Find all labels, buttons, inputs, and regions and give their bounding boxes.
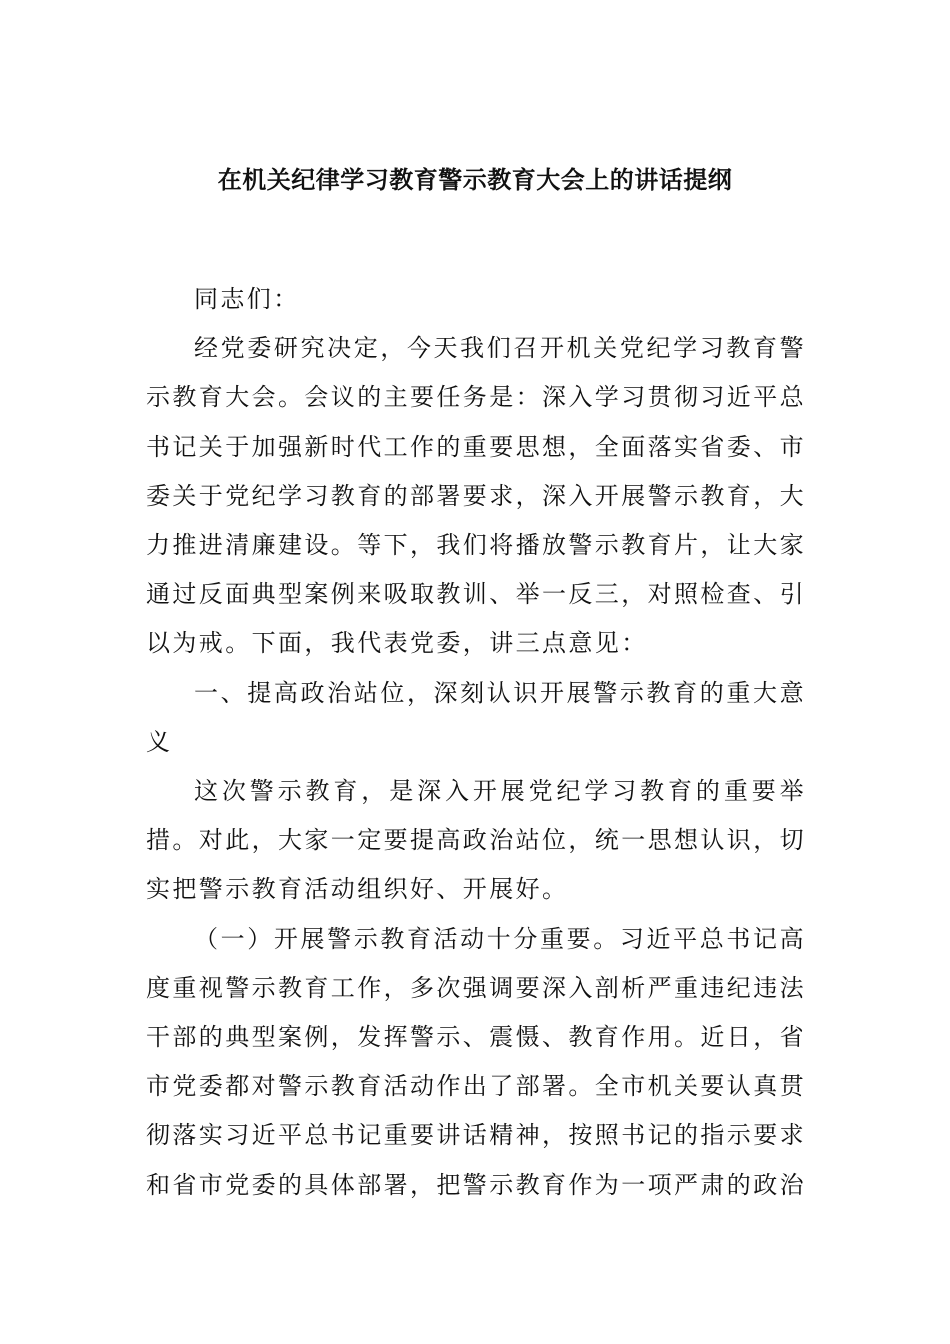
section-heading-1: 一、提高政治站位，深刻认识开展警示教育的重大意义 [146, 678, 806, 756]
paragraph-section-1: 这次警示教育，是深入开展党纪学习教育的重要举措。对此，大家一定要提高政治站位，统一思想认识，切实把警示教育活动组织好、开展好。 [146, 777, 806, 904]
paragraph-intro: 经党委研究决定，今天我们召开机关党纪学习教育警示教育大会。会议的主要任务是：深入学习贯彻习近平总书记关于加强新时代工作的重要思想，全面落实省委、市委关于党纪学习教育的部署要求，深入开展警示教育，大力推进清廉建设。等下，我们将播放警示教育片，让大家通过反面典型案例来吸取教训、举一反三，对照检查、引以为戒。下面，我代表党委，讲三点意见： [146, 334, 806, 658]
salutation: 同志们： [194, 285, 300, 313]
document-body [146, 275, 806, 1210]
document-title: 在机关纪律学习教育警示教育大会上的讲话提纲 [217, 166, 733, 194]
paragraph-subsection-1: （一）开展警示教育活动十分重要。习近平总书记高度重视警示教育工作，多次强调要深入剖析严重违纪违法干部的典型案例，发挥警示、震慑、教育作用。近日，省市党委都对警示教育活动作出了部署。全市机关要认真贯彻落实习近平总书记重要讲话精神，按照书记的指示要求和省市党委的具体部署，把警示教育作为一项严肃的政治 [146, 924, 806, 1199]
